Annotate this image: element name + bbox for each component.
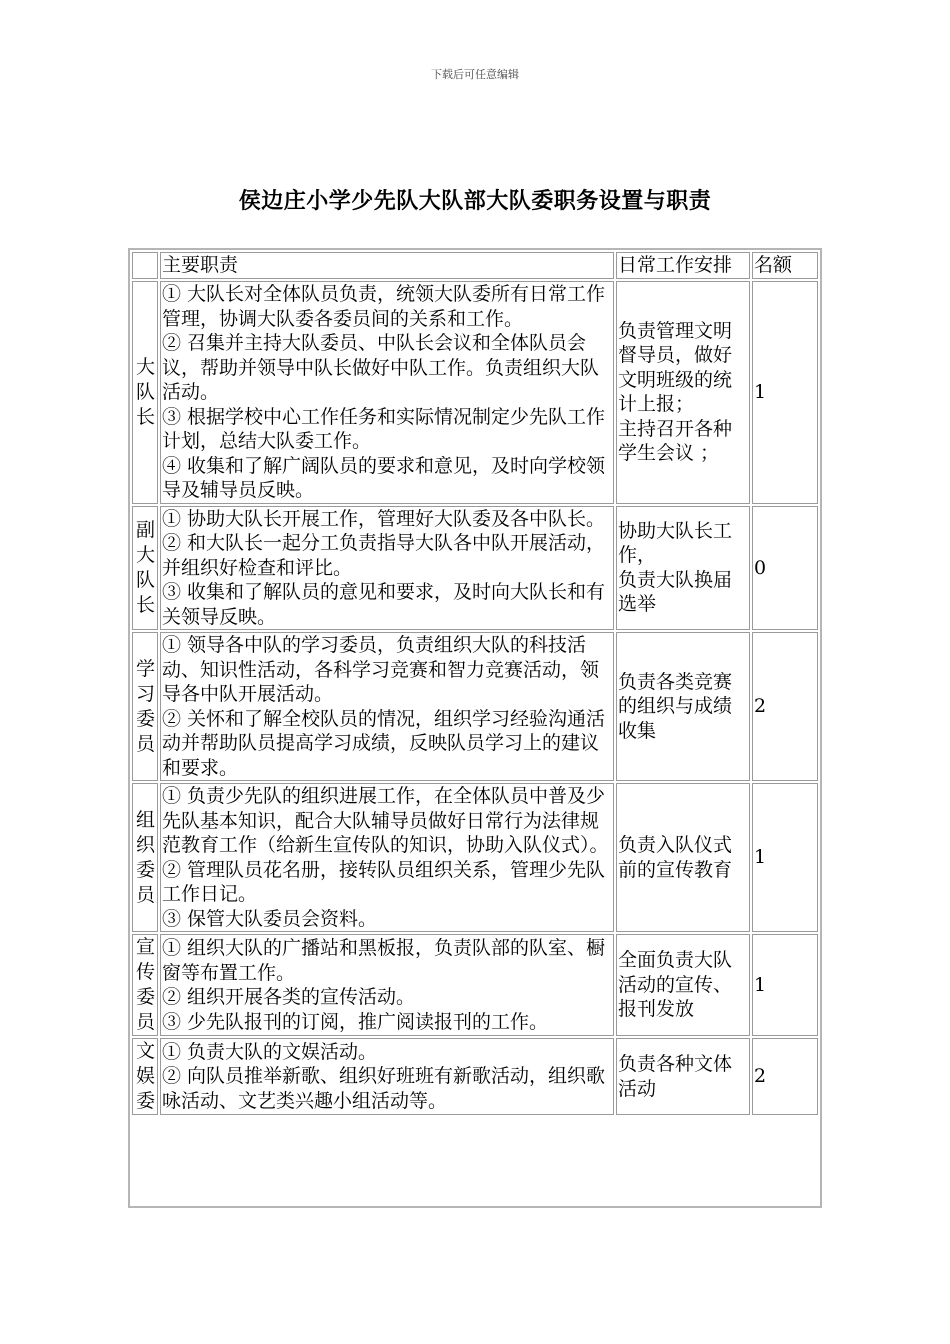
count-cell: 2	[752, 632, 818, 781]
header-cell-daily: 日常工作安排	[616, 252, 750, 279]
count-cell: 2	[752, 1038, 818, 1115]
table-row	[132, 506, 818, 631]
daily-cell: 协助大队长工作， 负责大队换届选举	[616, 506, 750, 631]
count-cell: 1	[752, 281, 818, 504]
table-row	[132, 1038, 818, 1115]
count-cell: 1	[752, 783, 818, 932]
duties-cell: ① 组织大队的广播站和黑板报，负责队部的队室、橱窗等布置工作。 ② 组织开展各类的宣传活动。 ③ 少先队报刊的订阅，推广阅读报刊的工作。	[160, 934, 614, 1036]
document-title: 侯边庄小学少先队大队部大队委职务设置与职责	[238, 188, 712, 214]
duties-table-container	[128, 248, 822, 1208]
role-cell: 宣传委员	[132, 934, 158, 1036]
table-header-row	[132, 252, 818, 279]
duties-cell: ① 协助大队长开展工作，管理好大队委及各中队长。 ② 和大队长一起分工负责指导大队各中队开展活动，并组织好检查和评比。 ③ 收集和了解队员的意见和要求，及时向大队长和有关领导反映。	[160, 506, 614, 631]
duties-table	[130, 250, 820, 1117]
role-cell: 学习委员	[132, 632, 158, 781]
duties-cell: ① 负责少先队的组织进展工作，在全体队员中普及少先队基本知识，配合大队辅导员做好日常行为法律规范教育工作（给新生宣传队的知识，协助入队仪式）。 ② 管理队员花名册，接转队员组织关系，管理少先队工作日记。 ③ 保管大队委员会资料。	[160, 783, 614, 932]
daily-cell: 负责各类竞赛的组织与成绩收集	[616, 632, 750, 781]
table-row	[132, 632, 818, 781]
daily-cell: 全面负责大队活动的宣传、报刊发放	[616, 934, 750, 1036]
role-cell: 文娱委	[132, 1038, 158, 1115]
duties-cell: ① 大队长对全体队员负责，统领大队委所有日常工作管理，协调大队委各委员间的关系和工作。 ② 召集并主持大队委员、中队长会议和全体队员会议，帮助并领导中队长做好中队工作。负责组织大队活动。 ③ 根据学校中心工作任务和实际情况制定少先队工作计划，总结大队委工作。 ④ 收集和了解广阔队员的要求和意见，及时向学校领导及辅导员反映。	[160, 281, 614, 504]
role-cell: 组织委员	[132, 783, 158, 932]
daily-cell: 负责管理文明督导员，做好文明班级的统计上报； 主持召开各种学生会议 ；	[616, 281, 750, 504]
duties-cell: ① 负责大队的文娱活动。 ② 向队员推举新歌、组织好班班有新歌活动，组织歌咏活动、文艺类兴趣小组活动等。	[160, 1038, 614, 1115]
header-note: 下载后可任意编辑	[431, 68, 519, 81]
role-cell: 副大队长	[132, 506, 158, 631]
duties-cell: ① 领导各中队的学习委员，负责组织大队的科技活动、知识性活动，各科学习竞赛和智力竞赛活动，领导各中队开展活动。 ② 关怀和了解全校队员的情况，组织学习经验沟通活动并帮助队员提高学习成绩，反映队员学习上的建议和要求。	[160, 632, 614, 781]
header-cell-role	[132, 252, 158, 279]
daily-cell: 负责入队仪式前的宣传教育	[616, 783, 750, 932]
daily-cell: 负责各种文体活动	[616, 1038, 750, 1115]
role-cell: 大队长	[132, 281, 158, 504]
header-cell-count: 名额	[752, 252, 818, 279]
header-cell-duties: 主要职责	[160, 252, 614, 279]
count-cell: 0	[752, 506, 818, 631]
count-cell: 1	[752, 934, 818, 1036]
table-row	[132, 783, 818, 932]
table-row	[132, 934, 818, 1036]
table-row	[132, 281, 818, 504]
